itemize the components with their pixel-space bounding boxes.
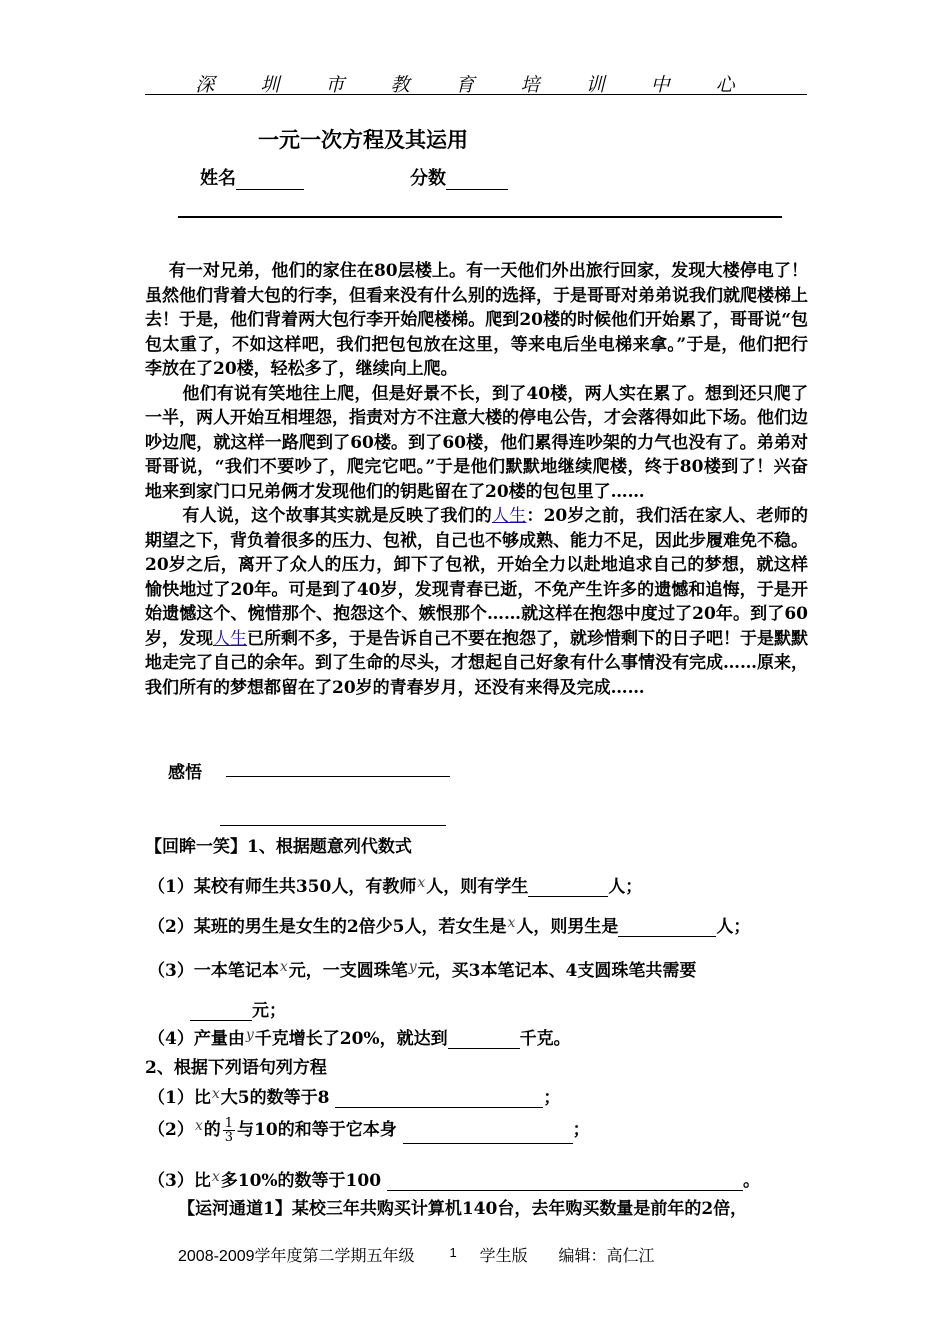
section1-heading: 【回眸一笑】1、根据题意列代数式 [145, 837, 412, 857]
answer-blank[interactable] [618, 918, 716, 937]
section3-text: 【运河通道1】某校三年共购买计算机140台，去年购买数量是前年的2倍， [178, 1199, 748, 1219]
answer-blank[interactable] [448, 1030, 520, 1049]
section1-question-2 [148, 912, 750, 937]
answer-blank[interactable] [403, 1125, 573, 1144]
variable-x: x [417, 875, 426, 891]
story-paragraph-2: 他们有说有笑地往上爬，但是好景不长，到了40楼，两人实在累了。想到还只爬了一半，两人开始互相埋怨，指责对方不注意大楼的停电公告，才会落得如此下场。他们边吵边爬，就这样一路爬到了60楼。到了60楼，他们累得连吵架的力气也没有了。弟弟对哥哥说，“我们不要吵了，爬完它吧。”于是他们默默地继续爬楼，终于80楼到了！兴奋地来到家门口兄弟俩才发现他们的钥匙留在了20楼的包包里了…… [145, 383, 808, 502]
section2-question-1 [148, 1083, 560, 1108]
footer-term: 2008-2009学年度第二学期五年级 [178, 1248, 415, 1265]
q-text: ； [543, 1088, 561, 1108]
q-text: （1）比 [148, 1088, 211, 1108]
fraction-one-third [223, 1117, 235, 1144]
name-field [200, 164, 304, 190]
name-label: 姓名 [200, 168, 236, 189]
q-text: 千克。 [519, 1029, 571, 1049]
variable-y: y [408, 959, 417, 975]
section2-question-3 [148, 1166, 760, 1191]
score-field [410, 164, 508, 190]
story-paragraph-3-b: ：20岁之前，我们活在家人、老师的期望之下，背负着很多的压力、包袱，自己也不够成熟、能力不足，因此步履难免不稳。20岁之后，离开了众人的压力，卸下了包袱，开始全力以赴地追求自己的梦想，就这样愉快地过了20年。可是到了40岁，发现青春已逝，不免产生许多的遗憾和追悔，于是开始遗憾这个、惋惜那个、抱怨这个、嫉恨那个……就这样在抱怨中度过了20年。到了60岁，发现 [145, 506, 809, 649]
page-number: 1 [449, 1245, 457, 1260]
reflection-label: 感悟 [168, 763, 202, 783]
answer-blank[interactable] [335, 1089, 543, 1108]
section1-question-4 [148, 1024, 571, 1049]
q-text: 与10的和等于它本身 [237, 1120, 397, 1140]
footer-editor: 编辑：高仁江 [558, 1246, 655, 1265]
q-text: ； [572, 1120, 590, 1140]
q-text: （2） [148, 1120, 194, 1140]
variable-x: x [507, 915, 516, 931]
q-text: （3）比 [148, 1171, 211, 1191]
answer-blank[interactable] [387, 1172, 743, 1191]
life-link-1[interactable]: 人生 [491, 506, 527, 526]
q-text: 千克增长了20%，就达到 [254, 1029, 448, 1049]
answer-blank[interactable] [528, 878, 608, 897]
variable-x: x [211, 1086, 220, 1102]
story-paragraph-3 [145, 504, 808, 700]
story [145, 259, 808, 700]
variable-x: x [211, 1169, 220, 1185]
score-label: 分数 [410, 168, 446, 189]
header-org: 深 圳 市 教 育 培 训 中 心 [195, 74, 755, 96]
q-text: 人； [608, 877, 643, 897]
q-text: 多10%的数等于100 [220, 1171, 382, 1191]
q-text: 人，则有学生 [426, 877, 529, 897]
score-blank[interactable] [446, 171, 508, 190]
q-text: 元，买3本笔记本、4支圆珠笔共需要 [417, 961, 697, 981]
q-text: 人； [716, 917, 751, 937]
q-text: 人，则男生是 [516, 917, 619, 937]
fraction-numerator: 1 [224, 1116, 234, 1131]
title-divider [178, 216, 782, 218]
story-paragraph-3-c: 已所剩不多，于是告诉自己不要在抱怨了，就珍惜剩下的日子吧！于是默默地走完了自己的余年。到了生命的尽头，才想起自己好象有什么事情没有完成……原来，我们所有的梦想都留在了20岁的青春岁月，还没有来得及完成…… [145, 628, 808, 698]
q-text: （3）一本笔记本 [148, 961, 279, 981]
section1-question-1 [148, 872, 642, 897]
life-link-2[interactable]: 人生 [213, 628, 247, 649]
story-paragraph-1: 有一对兄弟，他们的家住在80层楼上。有一天他们外出旅行回家，发现大楼停电了！虽然他们背着大包的行李，但看来没有什么别的选择，于是哥哥对弟弟说我们就爬楼梯上去！于是，他们背着两大包行李开始爬楼梯。爬到20楼的时候他们开始累了，哥哥说“包包太重了，不如这样吧，我们把包包放在这里，等来电后坐电梯来拿。”于是，他们把行李放在了20楼，轻松多了，继续向上爬。 [145, 261, 808, 379]
reflection-field [168, 758, 202, 783]
reflection-blank-2[interactable] [220, 825, 446, 826]
variable-y: y [245, 1027, 254, 1043]
q-text: 元； [252, 1001, 286, 1021]
page-title: 一元一次方程及其运用 [258, 127, 468, 152]
q-text: 。 [742, 1171, 760, 1191]
name-blank[interactable] [236, 171, 304, 190]
header-divider [145, 94, 807, 95]
section1-question-3-answer [190, 996, 286, 1021]
variable-x: x [194, 1118, 203, 1134]
q-text: （4）产量由 [148, 1029, 245, 1049]
q-text: （2）某班的男生是女生的2倍少5人，若女生是 [148, 917, 507, 937]
section1-question-3 [148, 956, 696, 981]
answer-blank[interactable] [190, 1002, 252, 1021]
footer [178, 1243, 655, 1266]
section2-question-2 [148, 1115, 590, 1144]
footer-edition: 学生版 [479, 1246, 528, 1265]
reflection-blank-1[interactable] [226, 776, 450, 777]
q-text: （1）某校有师生共350人，有教师 [148, 877, 417, 897]
fraction-denominator: 3 [224, 1130, 234, 1145]
story-paragraph-3-a: 有人说，这个故事其实就是反映了我们的 [182, 506, 492, 526]
q-text: 大5的数等于8 [220, 1088, 330, 1108]
q-text: 的 [203, 1120, 221, 1140]
section2-heading: 2、根据下列语句列方程 [145, 1058, 327, 1078]
variable-x: x [279, 959, 288, 975]
q-text: 元，一支圆珠笔 [288, 961, 408, 981]
